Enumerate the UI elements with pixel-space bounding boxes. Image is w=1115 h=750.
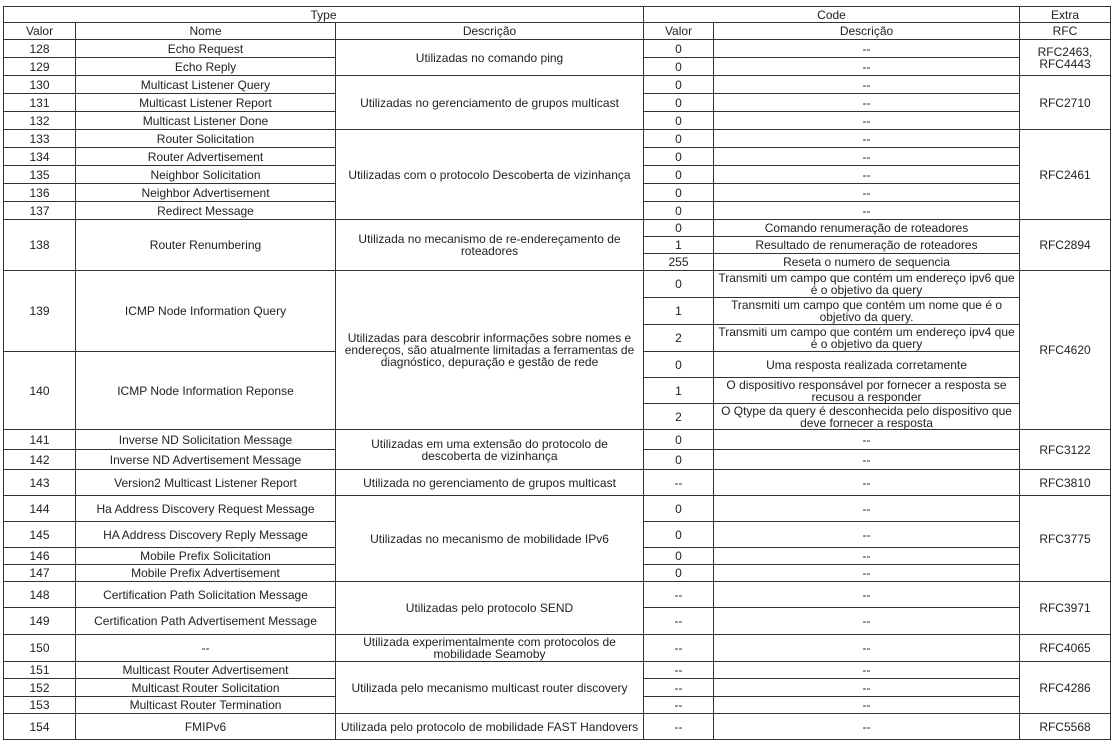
table-row: [4, 470, 1111, 496]
type-valor: 142: [4, 450, 76, 470]
type-nome: Certification Path Advertisement Message: [76, 608, 336, 635]
code-descricao: --: [714, 582, 1020, 608]
type-descricao: Utilizadas no mecanismo de mobilidade IPv6: [336, 496, 644, 582]
type-nome: HA Address Discovery Reply Message: [76, 522, 336, 548]
code-descricao: --: [714, 184, 1020, 202]
code-descricao: Uma resposta realizada corretamente: [714, 352, 1020, 378]
header-row-groups: [4, 7, 1111, 23]
rfc: RFC4065: [1020, 635, 1111, 662]
type-descricao: Utilizada pelo mecanismo multicast router discovery: [336, 662, 644, 714]
code-descricao: --: [714, 130, 1020, 148]
code-valor: 0: [644, 40, 714, 58]
code-valor: 0: [644, 76, 714, 94]
rfc: RFC3122: [1020, 430, 1111, 470]
rfc: RFC5568: [1020, 714, 1111, 740]
type-nome: --: [76, 635, 336, 662]
type-valor: 154: [4, 714, 76, 740]
type-valor: 137: [4, 202, 76, 220]
header-code: Code: [644, 7, 1020, 23]
type-nome: Multicast Router Advertisement: [76, 662, 336, 679]
code-valor: 0: [644, 58, 714, 76]
rfc: RFC2710: [1020, 76, 1111, 130]
code-valor: 0: [644, 430, 714, 450]
rfc: RFC2461: [1020, 130, 1111, 220]
type-valor: 147: [4, 565, 76, 582]
header-type: Type: [4, 7, 644, 23]
code-valor: 0: [644, 148, 714, 166]
type-valor: 149: [4, 608, 76, 635]
code-valor: --: [644, 470, 714, 496]
type-descricao: Utilizadas para descobrir informações sobre nomes e endereços, são atualmente limitadas a ferramentas de diagnóstico, depuração e gestão de rede: [336, 271, 644, 430]
type-nome: Version2 Multicast Listener Report: [76, 470, 336, 496]
code-descricao: --: [714, 148, 1020, 166]
code-valor: --: [644, 714, 714, 740]
code-valor: 1: [644, 298, 714, 325]
type-valor: 135: [4, 166, 76, 184]
code-valor: --: [644, 608, 714, 635]
code-descricao: --: [714, 548, 1020, 565]
type-valor: 134: [4, 148, 76, 166]
table-row: [4, 130, 1111, 148]
type-valor: 144: [4, 496, 76, 522]
code-descricao: Transmiti um campo que contém um nome que é o objetivo da query.: [714, 298, 1020, 325]
type-descricao: Utilizada experimentalmente com protocolos de mobilidade Seamoby: [336, 635, 644, 662]
code-descricao: Transmiti um campo que contém um endereço ipv4 que é o objetivo da query: [714, 325, 1020, 352]
type-nome: Inverse ND Advertisement Message: [76, 450, 336, 470]
header-nome: Nome: [76, 23, 336, 40]
code-valor: 0: [644, 130, 714, 148]
type-descricao: Utilizadas no gerenciamento de grupos multicast: [336, 76, 644, 130]
type-nome: Neighbor Advertisement: [76, 184, 336, 202]
table-row: [4, 662, 1111, 679]
rfc: RFC3971: [1020, 582, 1111, 635]
type-nome: Ha Address Discovery Request Message: [76, 496, 336, 522]
type-descricao: Utilizadas no comando ping: [336, 40, 644, 76]
rfc: RFC4620: [1020, 271, 1111, 430]
type-valor: 140: [4, 352, 76, 430]
code-valor: 255: [644, 254, 714, 271]
rfc: RFC4286: [1020, 662, 1111, 714]
code-valor: 1: [644, 378, 714, 404]
type-nome: Mobile Prefix Solicitation: [76, 548, 336, 565]
code-descricao: --: [714, 635, 1020, 662]
table-body: [4, 40, 1111, 740]
table-row: [4, 496, 1111, 522]
table-row: [4, 582, 1111, 608]
type-valor: 153: [4, 697, 76, 714]
type-descricao: Utilizada no gerenciamento de grupos multicast: [336, 470, 644, 496]
type-valor: 150: [4, 635, 76, 662]
rfc: RFC2894: [1020, 220, 1111, 271]
type-nome: Router Advertisement: [76, 148, 336, 166]
type-valor: 146: [4, 548, 76, 565]
type-nome: ICMP Node Information Reponse: [76, 352, 336, 430]
code-valor: 2: [644, 325, 714, 352]
type-valor: 132: [4, 112, 76, 130]
code-descricao: --: [714, 470, 1020, 496]
code-descricao: --: [714, 202, 1020, 220]
type-nome: Inverse ND Solicitation Message: [76, 430, 336, 450]
code-valor: --: [644, 679, 714, 697]
rfc: RFC3775: [1020, 496, 1111, 582]
type-valor: 131: [4, 94, 76, 112]
table-row: [4, 714, 1111, 740]
code-valor: 0: [644, 220, 714, 237]
table-row: [4, 40, 1111, 58]
code-descricao: --: [714, 522, 1020, 548]
code-descricao: --: [714, 496, 1020, 522]
code-descricao: --: [714, 58, 1020, 76]
type-valor: 128: [4, 40, 76, 58]
type-nome: Neighbor Solicitation: [76, 166, 336, 184]
header-extra: Extra: [1020, 7, 1111, 23]
code-descricao: Comando renumeração de roteadores: [714, 220, 1020, 237]
type-nome: Router Renumbering: [76, 220, 336, 271]
code-valor: 0: [644, 565, 714, 582]
header-rfc: RFC: [1020, 23, 1111, 40]
code-valor: 0: [644, 522, 714, 548]
code-descricao: O Qtype da query é desconhecida pelo dispositivo que deve fornecer a resposta: [714, 404, 1020, 430]
type-valor: 145: [4, 522, 76, 548]
code-descricao: Resultado de renumeração de roteadores: [714, 237, 1020, 254]
code-descricao: --: [714, 714, 1020, 740]
type-nome: ICMP Node Information Query: [76, 271, 336, 352]
code-valor: 0: [644, 184, 714, 202]
code-valor: --: [644, 662, 714, 679]
table-row: [4, 635, 1111, 662]
code-valor: 0: [644, 450, 714, 470]
code-descricao: --: [714, 565, 1020, 582]
code-valor: --: [644, 697, 714, 714]
code-descricao: --: [714, 450, 1020, 470]
table-row: [4, 220, 1111, 237]
code-descricao: --: [714, 608, 1020, 635]
type-nome: Router Solicitation: [76, 130, 336, 148]
header-code-descricao: Descrição: [714, 23, 1020, 40]
type-valor: 138: [4, 220, 76, 271]
type-nome: Mobile Prefix Advertisement: [76, 565, 336, 582]
type-descricao: Utilizadas com o protocolo Descoberta de vizinhança: [336, 130, 644, 220]
code-descricao: Reseta o numero de sequencia: [714, 254, 1020, 271]
type-nome: Echo Request: [76, 40, 336, 58]
type-valor: 143: [4, 470, 76, 496]
code-valor: 2: [644, 404, 714, 430]
code-valor: 0: [644, 202, 714, 220]
table-row: [4, 430, 1111, 450]
table-row: [4, 271, 1111, 298]
type-valor: 151: [4, 662, 76, 679]
code-valor: 0: [644, 166, 714, 184]
code-valor: 0: [644, 271, 714, 298]
type-nome: Multicast Listener Report: [76, 94, 336, 112]
code-descricao: --: [714, 94, 1020, 112]
code-descricao: O dispositivo responsável por fornecer a resposta se recusou a responder: [714, 378, 1020, 404]
type-nome: Multicast Listener Done: [76, 112, 336, 130]
code-valor: 0: [644, 352, 714, 378]
type-valor: 136: [4, 184, 76, 202]
type-valor: 141: [4, 430, 76, 450]
type-nome: Multicast Listener Query: [76, 76, 336, 94]
header-valor: Valor: [4, 23, 76, 40]
code-valor: 0: [644, 94, 714, 112]
code-descricao: --: [714, 166, 1020, 184]
type-valor: 152: [4, 679, 76, 697]
code-descricao: --: [714, 662, 1020, 679]
type-nome: Redirect Message: [76, 202, 336, 220]
code-descricao: Transmiti um campo que contém um endereço ipv6 que é o objetivo da query: [714, 271, 1020, 298]
header-code-valor: Valor: [644, 23, 714, 40]
icmpv6-message-table: [3, 6, 1111, 740]
type-descricao: Utilizadas pelo protocolo SEND: [336, 582, 644, 635]
code-descricao: --: [714, 112, 1020, 130]
type-nome: Multicast Router Termination: [76, 697, 336, 714]
rfc: RFC3810: [1020, 470, 1111, 496]
code-valor: 0: [644, 548, 714, 565]
code-descricao: --: [714, 76, 1020, 94]
code-valor: 1: [644, 237, 714, 254]
type-nome: Echo Reply: [76, 58, 336, 76]
type-descricao: Utilizada pelo protocolo de mobilidade FAST Handovers: [336, 714, 644, 740]
type-nome: Multicast Router Solicitation: [76, 679, 336, 697]
header-row-columns: [4, 23, 1111, 40]
code-valor: --: [644, 582, 714, 608]
code-valor: 0: [644, 496, 714, 522]
table-row: [4, 76, 1111, 94]
code-valor: --: [644, 635, 714, 662]
type-valor: 139: [4, 271, 76, 352]
type-valor: 148: [4, 582, 76, 608]
code-descricao: --: [714, 679, 1020, 697]
code-descricao: --: [714, 697, 1020, 714]
type-valor: 130: [4, 76, 76, 94]
type-descricao: Utilizadas em uma extensão do protocolo de descoberta de vizinhança: [336, 430, 644, 470]
type-descricao: Utilizada no mecanismo de re-endereçamento de roteadores: [336, 220, 644, 271]
type-nome: FMIPv6: [76, 714, 336, 740]
header-descricao: Descrição: [336, 23, 644, 40]
code-valor: 0: [644, 112, 714, 130]
code-descricao: --: [714, 40, 1020, 58]
rfc: RFC2463, RFC4443: [1020, 40, 1111, 76]
type-valor: 129: [4, 58, 76, 76]
code-descricao: --: [714, 430, 1020, 450]
type-valor: 133: [4, 130, 76, 148]
type-nome: Certification Path Solicitation Message: [76, 582, 336, 608]
